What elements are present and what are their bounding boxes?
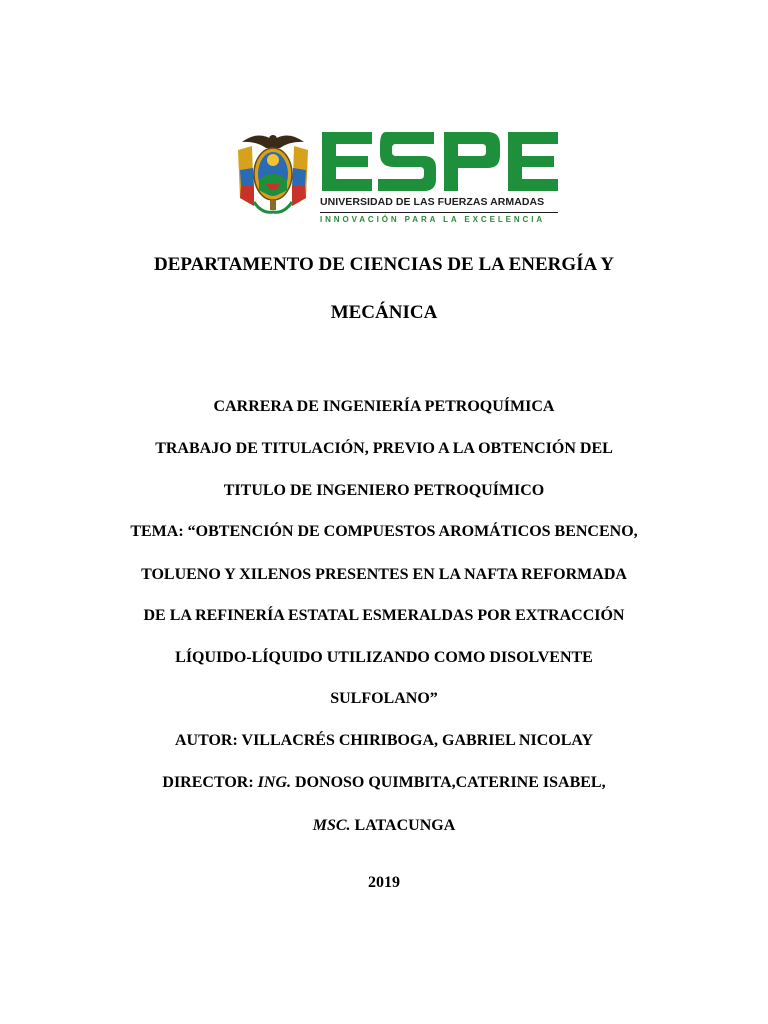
topic-line-2: TOLUENO Y XILENOS PRESENTES EN LA NAFTA REFORMADA <box>141 566 627 583</box>
director-degree: MSC. <box>312 817 351 834</box>
espe-logo <box>232 128 562 230</box>
department-line-2: MECÁNICA <box>330 302 438 323</box>
author-line: AUTOR: VILLACRÉS CHIRIBOGA, GABRIEL NICOLAY <box>174 732 594 749</box>
topic-line-5: SULFOLANO” <box>330 690 438 707</box>
espe-wordmark <box>318 128 562 194</box>
university-name: UNIVERSIDAD DE LAS FUERZAS ARMADAS <box>320 196 545 208</box>
director-prefix: DIRECTOR: <box>162 774 258 791</box>
topic-line-1: TEMA: “OBTENCIÓN DE COMPUESTOS AROMÁTICOS BENCENO, <box>130 523 638 540</box>
career-title: CARRERA DE INGENIERÍA PETROQUÍMICA <box>213 398 555 415</box>
city: LATACUNGA <box>350 817 456 834</box>
topic-line-4: LÍQUIDO-LÍQUIDO UTILIZANDO COMO DISOLVENTE <box>175 649 593 666</box>
topic-line-3: DE LA REFINERÍA ESTATAL ESMERALDAS POR EXTRACCIÓN <box>143 607 625 624</box>
ecuador-coat-of-arms-icon <box>232 128 314 230</box>
espe-brand <box>318 128 562 228</box>
director-name: DONOSO QUIMBITA,CATERINE ISABEL, <box>291 774 606 791</box>
work-line-2: TITULO DE INGENIERO PETROQUÍMICO <box>223 482 545 499</box>
year: 2019 <box>368 874 400 891</box>
work-line-1: TRABAJO DE TITULACIÓN, PREVIO A LA OBTENCIÓN DEL <box>155 440 613 457</box>
degree-city-line <box>0 818 768 834</box>
director-title: ING. <box>257 774 292 791</box>
department-line-1: DEPARTAMENTO DE CIENCIAS DE LA ENERGÍA Y <box>154 254 614 275</box>
brand-divider <box>320 212 558 213</box>
director-line <box>0 775 768 791</box>
brand-tagline: INNOVACIÓN PARA LA EXCELENCIA <box>320 215 545 224</box>
